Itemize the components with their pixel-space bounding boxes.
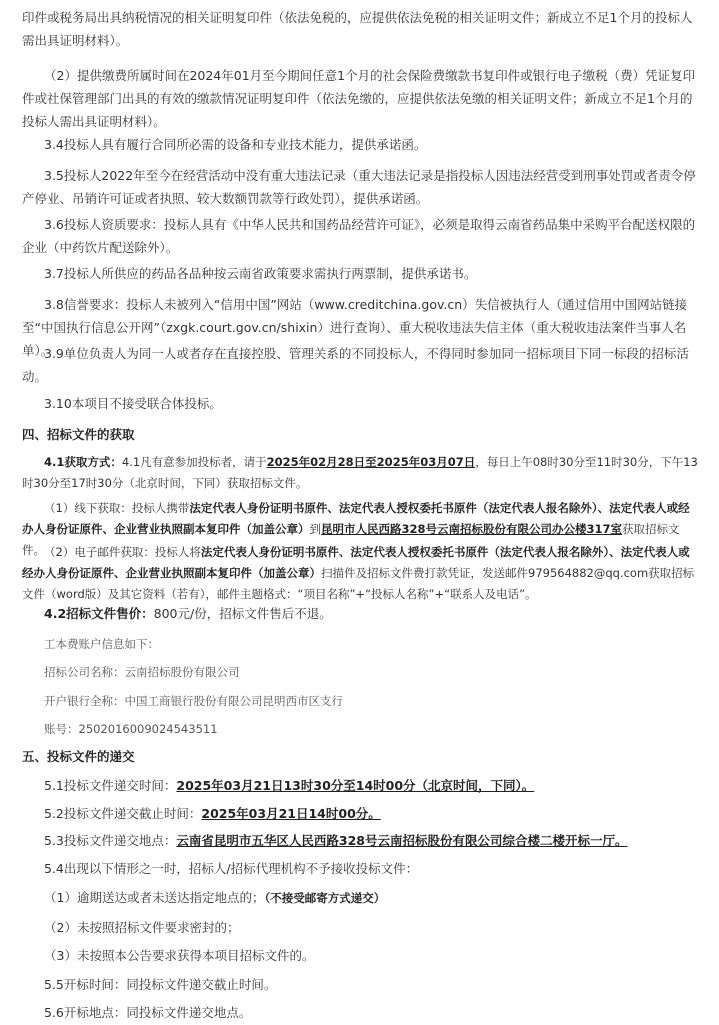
text-email-a: （2）电子邮件获取：投标人将 — [44, 545, 201, 559]
submission-deadline: 2025年03月21日14时00分。 — [201, 806, 381, 821]
paragraph-5-5: 5.5开标时间：同投标文件递交截止时间。 — [44, 977, 277, 992]
label-5-2: 5.2投标文件递交截止时间： — [44, 806, 202, 821]
paragraph-email-obtain — [22, 542, 698, 605]
text-4-2: 800元/份，招标文件售后不退。 — [153, 606, 332, 621]
paragraph-3-6: 3.6投标人资质要求：投标人具有《中华人民共和国药品经营许可证》，必须是取得云南省药品集中采购平台配送权限的企业（中药饮片配送除外）。 — [22, 217, 696, 255]
text-4-1-b: ，每日上午08时30分至11时30分，下午13时30分至17时30分（北京时间，下同）获取招标文件。 — [22, 455, 698, 490]
paragraph-4-2 — [44, 602, 698, 625]
paragraph-5-3 — [44, 829, 698, 852]
condition-3: （3）未按照本公告要求获得本项目招标文件的。 — [44, 948, 315, 963]
paragraph-5-1 — [44, 774, 698, 797]
paragraph-5-2 — [44, 802, 698, 825]
condition-1-text: （1）逾期送达或者未送达指定地点的； — [44, 890, 265, 905]
offline-address: 昆明市人民西路328号云南招标股份有限公司办公楼317室 — [321, 522, 623, 536]
text-4-1-a: 4.1凡有意参加投标者，请于 — [121, 455, 267, 469]
condition-1 — [44, 886, 698, 909]
paragraph-social-insurance: （2）提供缴费所属时间在2024年01月至今期间任意1个月的社会保险费缴款书复印件或银行电子缴税（费）凭证复印件或社保管理部门出具的有效的缴款情况证明复印件（依法免缴的，应提供依法免缴的相关证明文件；新成立不足1个月的投标人需出具证明材料）。 — [22, 68, 696, 129]
section-heading-4: 四、招标文件的获取 — [22, 427, 135, 442]
condition-1-note: （不接受邮寄方式递交） — [264, 891, 386, 905]
account-company-name: 招标公司名称：云南招标股份有限公司 — [44, 665, 240, 679]
account-info-intro: 工本费账户信息如下： — [44, 637, 159, 651]
paragraph-tax-proof-continued: 印件或税务局出具纳税情况的相关证明复印件（依法免税的，应提供依法免税的相关证明文件；新成立不足1个月的投标人需出具证明材料）。 — [22, 10, 693, 48]
section-heading-5: 五、投标文件的递交 — [22, 749, 135, 764]
text-email-b: 扫描件及招标文件费打款凭证，发送邮件979564882@qq.com获取招标文件（word版）及其它资料（若有），邮件主题格式：“项目名称”+“投标人名称”+“联系人及电话”。 — [22, 566, 695, 601]
text-offline-a: （1）线下获取：投标人携带 — [44, 501, 190, 515]
paragraph-5-4: 5.4出现以下情形之一时，招标人/招标代理机构不予接收投标文件： — [44, 861, 419, 876]
paragraph-3-5: 3.5投标人2022年至今在经营活动中没有重大违法记录（重大违法记录是指投标人因违法经营受到刑事处罚或者责令停产停业、吊销许可证或者执照、较大数额罚款等行政处罚），提供承诺函。 — [22, 168, 696, 206]
paragraph-3-7: 3.7投标人所供应的药品各品种按云南省政策要求需执行两票制，提供承诺书。 — [44, 266, 477, 281]
account-number: 账号：2502016009024543511 — [44, 722, 218, 736]
account-bank-name: 开户银行全称：中国工商银行股份有限公司昆明西市区支行 — [44, 694, 343, 708]
paragraph-3-8: 3.8信誉要求：投标人未被列入“信用中国”网站（www.creditchina.gov.cn）失信被执行人（通过信用中国网站链接至“中国执行信息公开网”（zxgk.court.gov.cn/shixin）进行查询）、重大税收违法失信主体（重大税收违法案件当事人名单）。 — [22, 297, 688, 358]
paragraph-3-9: 3.9单位负责人为同一人或者存在直接控股、管理关系的不同投标人，不得同时参加同一招标项目下同一标段的招标活动。 — [22, 346, 689, 384]
label-4-1: 4.1获取方式： — [44, 455, 122, 469]
paragraph-3-4: 3.4投标人具有履行合同所必需的设备和专业技术能力，提供承诺函。 — [44, 137, 427, 152]
condition-2: （2）未按照招标文件要求密封的； — [44, 920, 240, 935]
offline-required-docs: 法定代表人身份证明书原件、法定代表人授权委托书原件（法定代表人报名除外）、法定代表人或经办人身份证原件、企业营业执照副本复印件（加盖公章） — [22, 501, 690, 536]
email-required-docs: 法定代表人身份证明书原件、法定代表人授权委托书原件（法定代表人报名除外）、法定代表人或经办人身份证原件、企业营业执照副本复印件（加盖公章） — [22, 545, 690, 580]
paragraph-5-6: 5.6开标地点：同投标文件递交地点。 — [44, 1005, 252, 1020]
text-offline-c: 获取招标文件。 — [22, 522, 680, 557]
paragraph-4-1 — [22, 452, 698, 494]
submission-time: 2025年03月21日13时30分至14时00分（北京时间，下同）。 — [176, 778, 535, 793]
label-4-2: 4.2招标文件售价： — [44, 606, 154, 621]
submission-location: 云南省昆明市五华区人民西路328号云南招标股份有限公司综合楼二楼开标一厅。 — [176, 833, 628, 848]
obtain-dates: 2025年02月28日至2025年03月07日 — [266, 455, 476, 469]
text-offline-b: 到 — [309, 522, 321, 536]
paragraph-3-10: 3.10本项目不接受联合体投标。 — [44, 396, 222, 411]
label-5-3: 5.3投标文件递交地点： — [44, 833, 177, 848]
label-5-1: 5.1投标文件递交时间： — [44, 778, 177, 793]
